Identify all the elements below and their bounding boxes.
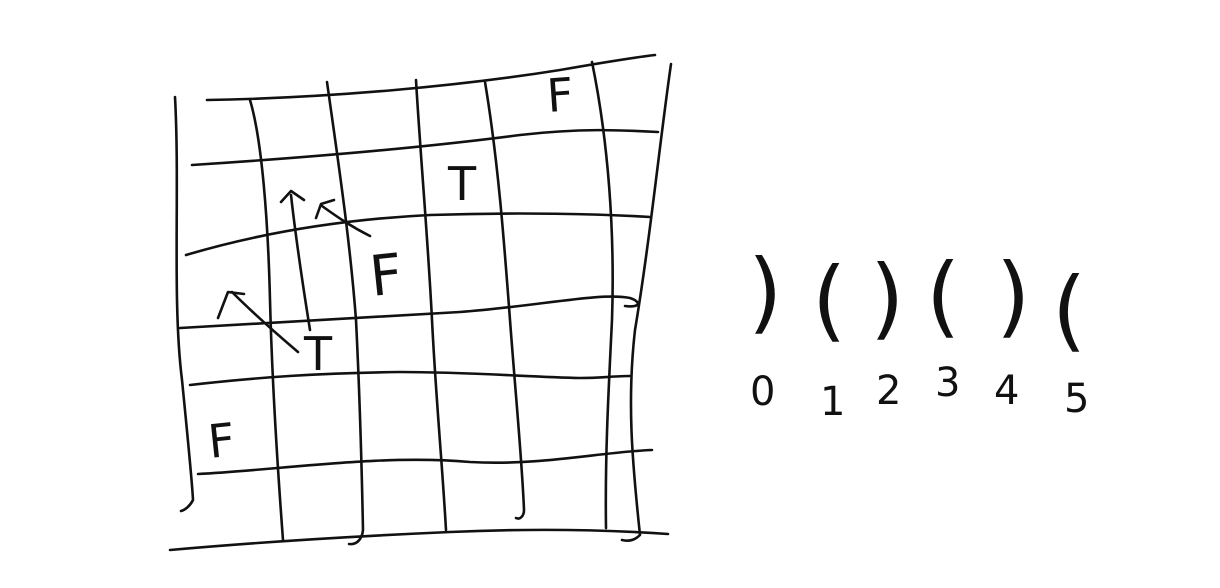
cell-letter-r4c0: F — [205, 412, 238, 469]
paren-symbol-0: ) — [748, 240, 783, 343]
index-numbers — [750, 360, 1089, 425]
grid-line-h3 — [180, 297, 638, 328]
grid-line-v3 — [416, 80, 446, 530]
paren-symbol-4: ) — [996, 244, 1031, 347]
grid-line-h5 — [198, 450, 652, 474]
cell-letters — [206, 67, 576, 469]
grid-line-v6 — [622, 64, 671, 541]
grid-line-h4 — [190, 372, 630, 385]
index-number-5: 5 — [1064, 376, 1090, 422]
cell-letter-r3c1: T — [304, 327, 333, 381]
index-number-3: 3 — [935, 360, 961, 406]
paren-symbol-3: ( — [926, 244, 961, 347]
grid-line-h6 — [170, 530, 668, 550]
grid-line-h0 — [207, 55, 655, 100]
grid-line-v4 — [485, 82, 524, 519]
cell-letter-r0c5: F — [545, 67, 576, 123]
grid-line-h2 — [186, 214, 650, 255]
paren-symbol-5: ( — [1052, 258, 1087, 361]
grid-verticals — [175, 62, 671, 544]
index-number-0: 0 — [750, 369, 776, 415]
paren-symbol-2: ) — [870, 246, 905, 349]
paren-symbol-1: ( — [812, 248, 847, 351]
grid-line-v5 — [592, 62, 613, 528]
grid-line-v0 — [175, 97, 193, 511]
grid-line-v1 — [250, 100, 283, 540]
index-number-4: 4 — [994, 368, 1020, 414]
arrows — [218, 191, 370, 352]
paren-sequence — [748, 240, 1086, 361]
cell-letter-r2c2: F — [366, 241, 406, 310]
index-number-2: 2 — [876, 368, 902, 414]
cell-letter-r1c3: T — [448, 157, 477, 211]
arrow-up — [281, 191, 310, 330]
index-number-1: 1 — [820, 379, 846, 425]
